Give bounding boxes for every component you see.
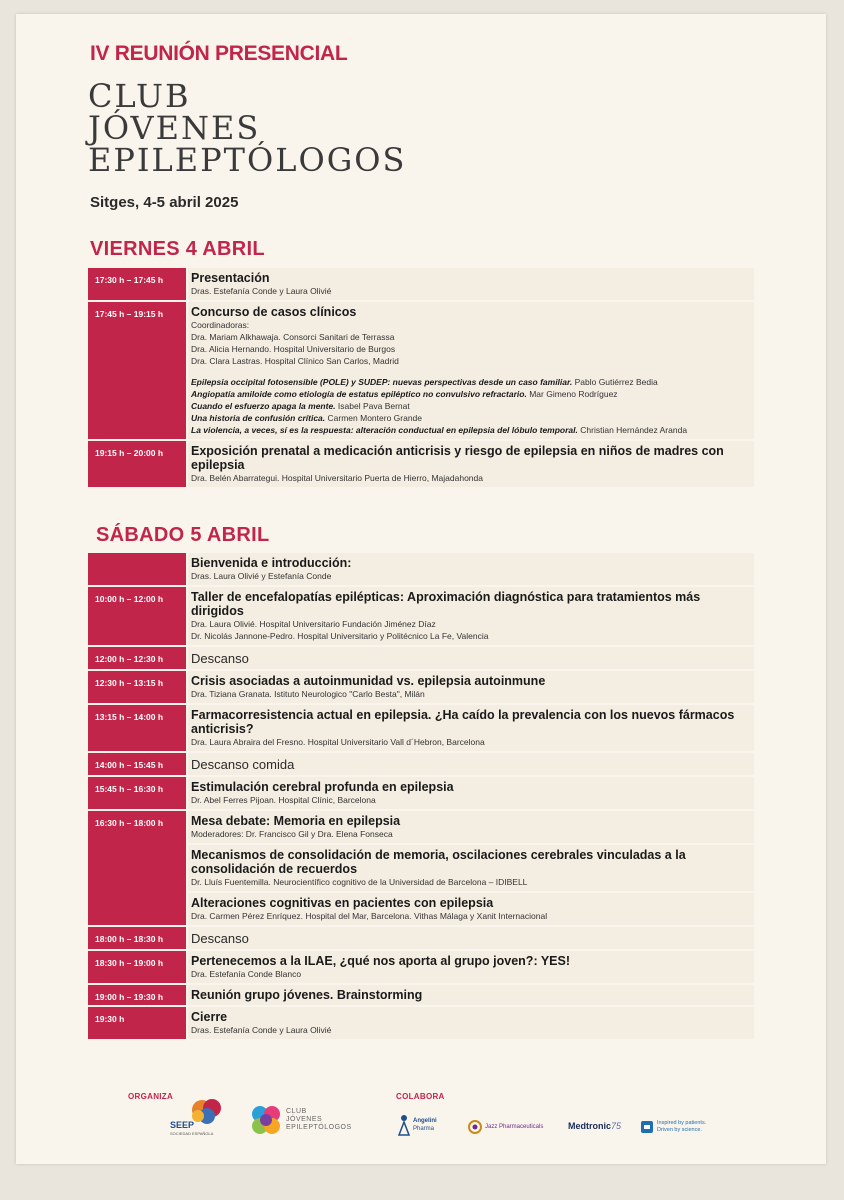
case-line (191, 400, 748, 412)
colorful-brain-icon (250, 1104, 282, 1136)
schedule-row (88, 811, 754, 925)
debate-block (188, 845, 754, 891)
schedule-row (88, 777, 754, 809)
schedule-row (88, 302, 754, 439)
jazz-swirl-icon (468, 1120, 482, 1134)
session-title: Taller de encefalopatías epilépticas: Aproximación diagnóstica para tratamientos más dirigidos (191, 590, 701, 618)
time-slot: 12:00 h – 12:30 h (88, 647, 186, 669)
ucb-logo (640, 1120, 706, 1134)
ucb-line: Inspired by patients. (657, 1120, 707, 1126)
speaker-line: Dra. Estefanía Conde Blanco (191, 969, 302, 979)
angelini-figure-icon (398, 1114, 410, 1136)
time-slot: 18:30 h – 19:00 h (88, 951, 186, 983)
time-slot: 19:15 h – 20:00 h (88, 441, 186, 487)
speaker-line: Coordinadoras: (191, 320, 250, 330)
schedule-row (88, 985, 754, 1005)
session-content (188, 951, 754, 983)
schedule-row (88, 553, 754, 585)
case-title: La violencia, a veces, sí es la respuesta: alteración conductual en epilepsia del lóbulo temporal. (191, 425, 578, 435)
speaker-line: Dras. Laura Olivié y Estefanía Conde (191, 571, 332, 581)
session-content (188, 553, 754, 585)
session-content (188, 777, 754, 809)
session-content (188, 927, 754, 949)
schedule-row (88, 587, 754, 645)
break-label: Descanso comida (191, 757, 295, 772)
schedule-row (88, 647, 754, 669)
session-title: Reunión grupo jóvenes. Brainstorming (191, 988, 423, 1002)
title-line: CLUB (88, 77, 191, 115)
case-title: Epilepsia occipital fotosensible (POLE) y SUDEP: nuevas perspectivas desde un caso familiar. (191, 377, 573, 387)
medtronic-text: Medtronic (568, 1121, 612, 1131)
ucb-mark-icon (640, 1120, 654, 1134)
medtronic-75: 75 (611, 1121, 622, 1131)
session-content (188, 268, 754, 300)
speaker-line: Dras. Estefanía Conde y Laura Olivié (191, 1025, 332, 1035)
case-line (191, 376, 748, 388)
session-content (188, 1007, 754, 1039)
angelini-sub: Pharma (413, 1126, 435, 1132)
case-author: Mar Gimeno Rodríguez (529, 389, 618, 399)
speaker-line: Dra. Carmen Pérez Enríquez. Hospital del Mar, Barcelona. Vithas Málaga y Xanit Internacional (191, 911, 548, 921)
event-title (88, 77, 407, 179)
speaker-line: Moderadores: Dr. Francisco Gil y Dra. Elena Fonseca (191, 829, 393, 839)
seep-text: SEEP (170, 1120, 195, 1130)
schedule-saturday (88, 553, 754, 1041)
session-title: Alteraciones cognitivas en pacientes con epilepsia (191, 896, 494, 910)
case-line (191, 424, 748, 436)
session-title: Concurso de casos clínicos (191, 305, 357, 319)
case-title: Angiopatía amiloide como etiología de estatus epiléptico no convulsivo refractario. (191, 389, 527, 399)
schedule-row (88, 951, 754, 983)
speaker-line: Dra. Belén Abarrategui. Hospital Universitario Puerta de Hierro, Majadahonda (191, 473, 483, 483)
debate-block (188, 893, 754, 925)
speaker-line: Dr. Abel Ferres Pijoan. Hospital Clínic, Barcelona (191, 795, 376, 805)
session-content (188, 671, 754, 703)
case-line (191, 388, 748, 400)
speaker-line: Dr. Nicolás Jannone-Pedro. Hospital Universitario y Politécnico La Fe, Valencia (191, 631, 489, 641)
session-title: Mecanismos de consolidación de memoria, oscilaciones cerebrales vinculadas a la consolidación de recuerdos (191, 848, 686, 876)
session-content (188, 647, 754, 669)
title-line: EPILEPTÓLOGOS (88, 141, 407, 179)
session-title: Cierre (191, 1010, 228, 1024)
day-heading-friday: VIERNES 4 ABRIL (90, 238, 265, 260)
spacer (191, 367, 748, 376)
schedule-row (88, 671, 754, 703)
club-logo-line: CLUB (286, 1108, 307, 1115)
session-content (188, 811, 754, 925)
schedule-row (88, 268, 754, 300)
poster-page (16, 14, 826, 1164)
session-content (188, 753, 754, 775)
schedule-row (88, 753, 754, 775)
speaker-line: Dra. Alicia Hernando. Hospital Universitario de Burgos (191, 344, 396, 354)
case-author: Christian Hernández Aranda (580, 425, 688, 435)
ucb-line: Driven by science. (657, 1127, 702, 1133)
schedule-row (88, 705, 754, 751)
case-author: Carmen Montero Grande (327, 413, 423, 423)
session-content (188, 302, 754, 439)
speaker-line: Dra. Laura Olivié. Hospital Universitario Fundación Jiménez Díaz (191, 619, 436, 629)
case-author: Pablo Gutiérrez Bedia (574, 377, 658, 387)
case-title: Una historia de confusión crítica. (191, 413, 326, 423)
time-slot: 10:00 h – 12:00 h (88, 587, 186, 645)
speaker-line: Dr. Lluís Fuentemilla. Neurocientífico cognitivo de la Universidad de Barcelona – IDIBELL (191, 877, 528, 887)
club-logo (250, 1104, 352, 1136)
session-content (188, 441, 754, 487)
debate-block (188, 811, 754, 843)
schedule-row (88, 927, 754, 949)
time-slot: 15:45 h – 16:30 h (88, 777, 186, 809)
angelini-text: Angelini (413, 1118, 437, 1124)
seep-tag: SOCIEDAD ESPAÑOLA (170, 1131, 214, 1136)
speaker-line: Dra. Clara Lastras. Hospital Clínico San Carlos, Madrid (191, 356, 399, 366)
session-content (188, 587, 754, 645)
schedule-row (88, 1007, 754, 1039)
case-line (191, 412, 748, 424)
time-slot: 13:15 h – 14:00 h (88, 705, 186, 751)
session-content (188, 705, 754, 751)
colabora-label: COLABORA (396, 1092, 445, 1101)
case-author: Isabel Pava Bernat (337, 401, 410, 411)
session-title: Crisis asociadas a autoinmunidad vs. epilepsia autoinmune (191, 674, 546, 688)
session-title: Presentación (191, 271, 270, 285)
session-title: Bienvenida e introducción: (191, 556, 352, 570)
session-title: Estimulación cerebral profunda en epilepsia (191, 780, 454, 794)
time-slot: 18:00 h – 18:30 h (88, 927, 186, 949)
time-slot: 14:00 h – 15:45 h (88, 753, 186, 775)
title-line: JÓVENES (88, 109, 261, 147)
medtronic-logo (568, 1121, 621, 1131)
session-title: Farmacorresistencia actual en epilepsia. ¿Ha caído la prevalencia con los nuevos fármacos anticrisis? (191, 708, 735, 736)
time-slot: 12:30 h – 13:15 h (88, 671, 186, 703)
club-logo-line: JÓVENES (286, 1116, 323, 1123)
time-slot: 17:30 h – 17:45 h (88, 268, 186, 300)
time-slot: 17:45 h – 19:15 h (88, 302, 186, 439)
break-label: Descanso (191, 931, 249, 946)
session-title: Pertenecemos a la ILAE, ¿qué nos aporta al grupo joven?: YES! (191, 954, 571, 968)
schedule-row (88, 441, 754, 487)
speaker-line: Dra. Mariam Alkhawaja. Consorci Sanitari de Terrassa (191, 332, 395, 342)
break-label: Descanso (191, 651, 249, 666)
case-title: Cuando el esfuerzo apaga la mente. (191, 401, 336, 411)
jazz-text: Jazz Pharmaceuticals (485, 1124, 544, 1130)
session-title: Mesa debate: Memoria en epilepsia (191, 814, 401, 828)
schedule-friday (88, 268, 754, 489)
session-title: Exposición prenatal a medicación anticrisis y riesgo de epilepsia en niños de madres con epilepsia (191, 444, 724, 472)
time-slot (88, 553, 186, 585)
seep-logo (170, 1096, 230, 1140)
speaker-line: Dras. Estefanía Conde y Laura Olivié (191, 286, 332, 296)
day-heading-saturday: SÁBADO 5 ABRIL (96, 524, 270, 546)
jazz-logo (468, 1120, 543, 1134)
speaker-line: Dra. Laura Abraira del Fresno. Hospital Universitario Vall d´Hebron, Barcelona (191, 737, 485, 747)
event-subtitle: IV REUNIÓN PRESENCIAL (90, 42, 348, 65)
angelini-logo (398, 1114, 437, 1136)
session-content (188, 985, 754, 1005)
speaker-line: Dra. Tiziana Granata. Istituto Neurologico "Carlo Besta", Milán (191, 689, 425, 699)
event-place-date: Sitges, 4-5 abril 2025 (90, 194, 239, 211)
time-slot: 19:00 h – 19:30 h (88, 985, 186, 1005)
time-slot: 16:30 h – 18:00 h (88, 811, 186, 925)
time-slot: 19:30 h (88, 1007, 186, 1039)
organiza-label: ORGANIZA (128, 1092, 174, 1101)
club-logo-line: EPILEPTÓLOGOS (286, 1124, 352, 1131)
